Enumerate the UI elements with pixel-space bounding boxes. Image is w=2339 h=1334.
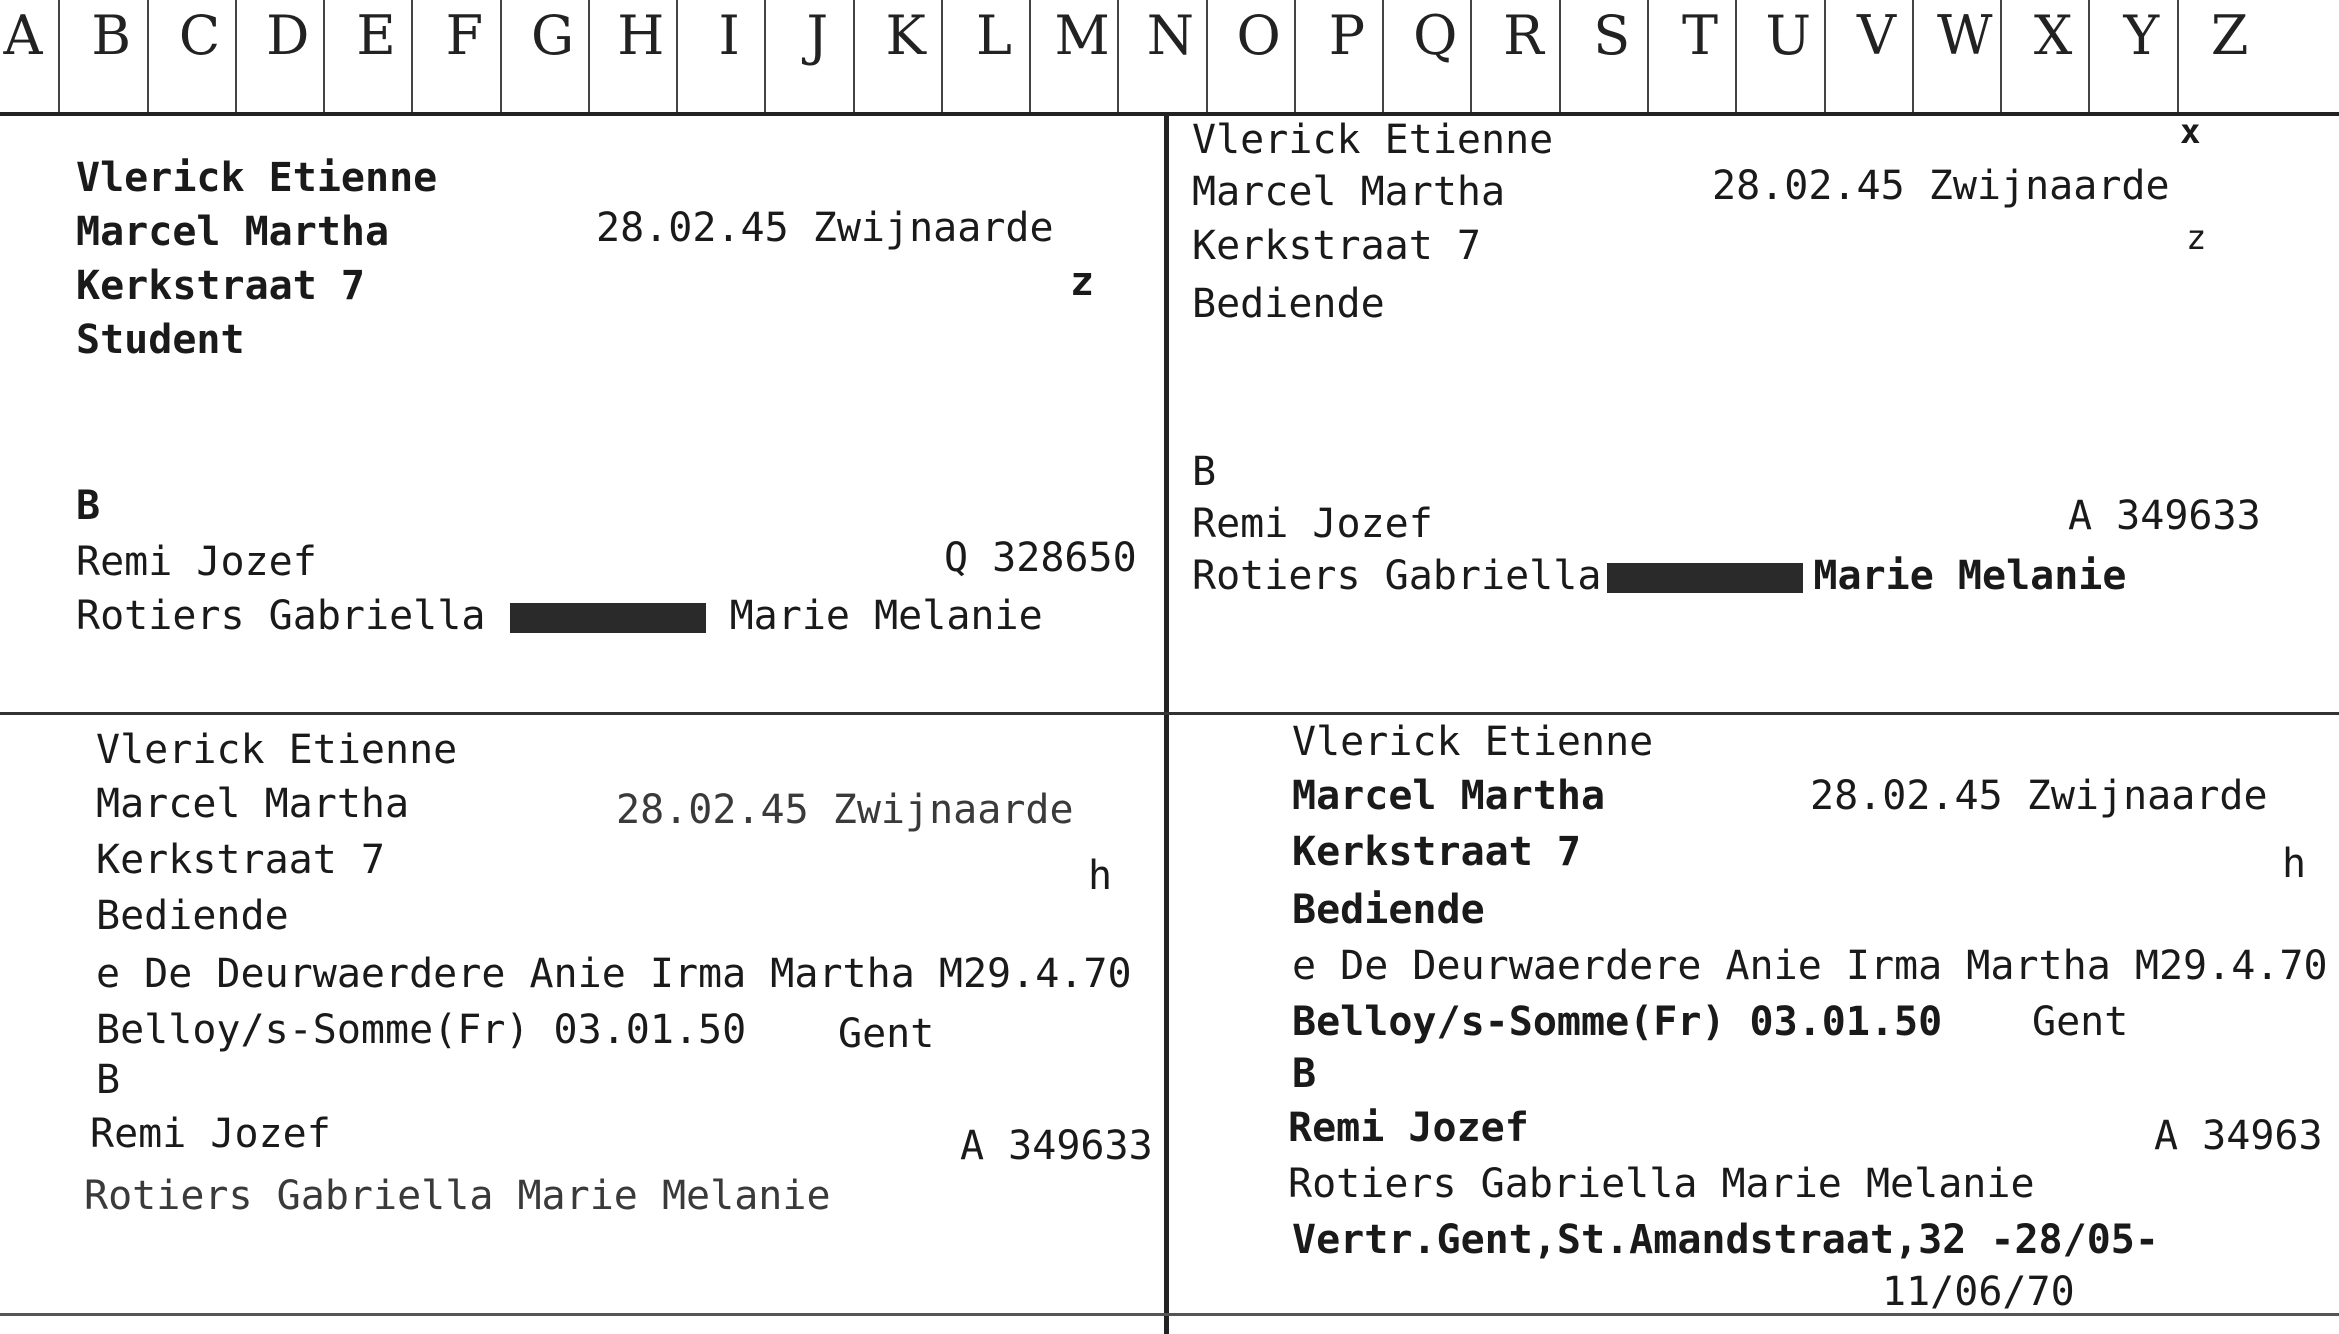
alphabet-separator — [1559, 0, 1561, 112]
alphabet-separator — [2177, 0, 2179, 112]
card-number: Q 328650 — [944, 535, 1137, 581]
card-spouse: e De Deurwaerdere Anie Irma Martha M29.4.70 — [96, 951, 1132, 997]
alphabet-separator — [1117, 0, 1119, 112]
alphabet-separator — [676, 0, 678, 112]
alphabet-letter-o: O — [1236, 4, 1281, 67]
card-remark: Vertr.Gent,St.Amandstraat,32 -28/05- — [1292, 1217, 2159, 1263]
alphabet-letter-v: V — [1857, 4, 1897, 67]
card-code: z — [1070, 259, 1095, 305]
card-occupation: Bediende — [1292, 887, 1485, 933]
alphabet-separator — [1382, 0, 1384, 112]
card-top-left — [0, 116, 1162, 710]
alphabet-separator — [2000, 0, 2002, 112]
alphabet-separator — [58, 0, 60, 112]
alphabet-letter-w: W — [1937, 4, 1993, 67]
alphabet-separator — [147, 0, 149, 112]
card-spouse-birth: Belloy/s-Somme(Fr) 03.01.50 — [1292, 999, 1943, 1045]
card-mother — [1192, 552, 2126, 600]
card-divider-horizontal — [0, 712, 2339, 715]
mother-prefix: Rotiers Gabriella — [1192, 553, 1602, 599]
card-code: h — [1088, 853, 1113, 899]
alphabet-separator — [235, 0, 237, 112]
card-parents: Marcel Martha — [96, 781, 410, 827]
alphabet-letter-u: U — [1765, 4, 1812, 67]
alphabet-letter-f: F — [445, 4, 484, 67]
card-mother: Rotiers Gabriella Marie Melanie — [1288, 1161, 2035, 1207]
card-birth: 28.02.45 Zwijnaarde — [616, 787, 1074, 833]
alphabet-letter-d: D — [266, 4, 310, 67]
card-address: Kerkstraat 7 — [96, 837, 385, 883]
alphabet-letter-p: P — [1328, 4, 1366, 67]
card-parents: Marcel Martha — [1292, 773, 1606, 819]
alphabet-letter-h: H — [617, 4, 665, 67]
alphabet-separator — [764, 0, 766, 112]
mother-suffix: Marie Melanie — [1813, 553, 2127, 599]
alphabet-separator — [1294, 0, 1296, 112]
alphabet-letter-t: T — [1682, 4, 1719, 67]
alphabet-letter-y: Y — [2123, 4, 2160, 67]
card-birth: 28.02.45 Zwijnaarde — [1712, 163, 2170, 209]
alphabet-letter-j: J — [806, 4, 829, 67]
card-letter: B — [76, 483, 101, 529]
card-code: z — [2186, 218, 2207, 258]
card-mother — [76, 592, 1043, 640]
card-number: A 34963 — [2154, 1113, 2323, 1159]
alphabet-separator — [411, 0, 413, 112]
alphabet-letter-a: A — [3, 4, 43, 67]
card-spouse-place: Gent — [2032, 999, 2129, 1045]
alphabet-letter-n: N — [1146, 4, 1195, 67]
card-mother: Rotiers Gabriella Marie Melanie — [84, 1173, 831, 1219]
alphabet-separator — [500, 0, 502, 112]
card-name: Vlerick Etienne — [76, 155, 438, 201]
alphabet-separator — [1029, 0, 1031, 112]
alphabet-separator — [588, 0, 590, 112]
card-address: Kerkstraat 7 — [1192, 223, 1481, 269]
card-address: Kerkstraat 7 — [76, 263, 365, 309]
card-bottom-right — [1170, 716, 2339, 1315]
card-mark: x — [2180, 112, 2201, 152]
card-spouse-place: Gent — [838, 1011, 935, 1057]
alphabet-letter-m: M — [1054, 4, 1110, 67]
card-occupation: Bediende — [1192, 281, 1385, 327]
card-address: Kerkstraat 7 — [1292, 829, 1581, 875]
card-remark-date: 11/06/70 — [1882, 1269, 2075, 1315]
alphabet-index — [0, 0, 2339, 116]
card-father: Remi Jozef — [76, 539, 317, 585]
alphabet-separator — [323, 0, 325, 112]
alphabet-separator — [1824, 0, 1826, 112]
card-birth: 28.02.45 Zwijnaarde — [596, 205, 1054, 251]
alphabet-letter-x: X — [2033, 4, 2073, 67]
card-parents: Marcel Martha — [1192, 169, 1506, 215]
alphabet-separator — [941, 0, 943, 112]
card-spouse-birth: Belloy/s-Somme(Fr) 03.01.50 — [96, 1007, 747, 1053]
mother-prefix: Rotiers Gabriella — [76, 593, 486, 639]
card-parents: Marcel Martha — [76, 209, 390, 255]
alphabet-letter-g: G — [531, 4, 575, 67]
card-bottom-left — [0, 716, 1162, 1312]
alphabet-letter-e: E — [356, 4, 396, 67]
alphabet-separator — [1206, 0, 1208, 112]
alphabet-letter-b: B — [91, 4, 132, 67]
card-letter: B — [1292, 1051, 1317, 1097]
card-spouse: e De Deurwaerdere Anie Irma Martha M29.4.70 — [1292, 943, 2328, 989]
card-code: h — [2282, 841, 2307, 887]
alphabet-separator — [1470, 0, 1472, 112]
card-top-right — [1170, 112, 2339, 710]
alphabet-separator — [1912, 0, 1914, 112]
card-name: Vlerick Etienne — [1192, 117, 1554, 163]
card-name: Vlerick Etienne — [96, 727, 458, 773]
alphabet-separator — [1735, 0, 1737, 112]
alphabet-separator — [1647, 0, 1649, 112]
card-father: Remi Jozef — [90, 1111, 331, 1157]
card-letter: B — [1192, 449, 1217, 495]
mother-suffix: Marie Melanie — [729, 593, 1043, 639]
card-occupation: Student — [76, 317, 245, 363]
card-father: Remi Jozef — [1288, 1105, 1529, 1151]
card-divider-vertical — [1164, 112, 1169, 1334]
alphabet-separator — [2088, 0, 2090, 112]
alphabet-letter-l: L — [975, 4, 1012, 67]
card-father: Remi Jozef — [1192, 501, 1433, 547]
card-number: A 349633 — [960, 1123, 1153, 1169]
card-number: A 349633 — [2068, 493, 2261, 539]
alphabet-letter-z: Z — [2210, 4, 2249, 67]
alphabet-letter-k: K — [885, 4, 926, 67]
card-letter: B — [96, 1057, 121, 1103]
redacted-text — [510, 603, 706, 633]
redacted-text — [1607, 563, 1803, 593]
card-name: Vlerick Etienne — [1292, 719, 1654, 765]
alphabet-separator — [853, 0, 855, 112]
alphabet-letter-s: S — [1593, 4, 1631, 67]
alphabet-letter-i: I — [718, 4, 740, 67]
card-occupation: Bediende — [96, 893, 289, 939]
card-birth: 28.02.45 Zwijnaarde — [1810, 773, 2268, 819]
alphabet-letter-q: Q — [1413, 4, 1458, 67]
alphabet-letter-c: C — [178, 4, 221, 67]
alphabet-letter-r: R — [1503, 4, 1544, 67]
